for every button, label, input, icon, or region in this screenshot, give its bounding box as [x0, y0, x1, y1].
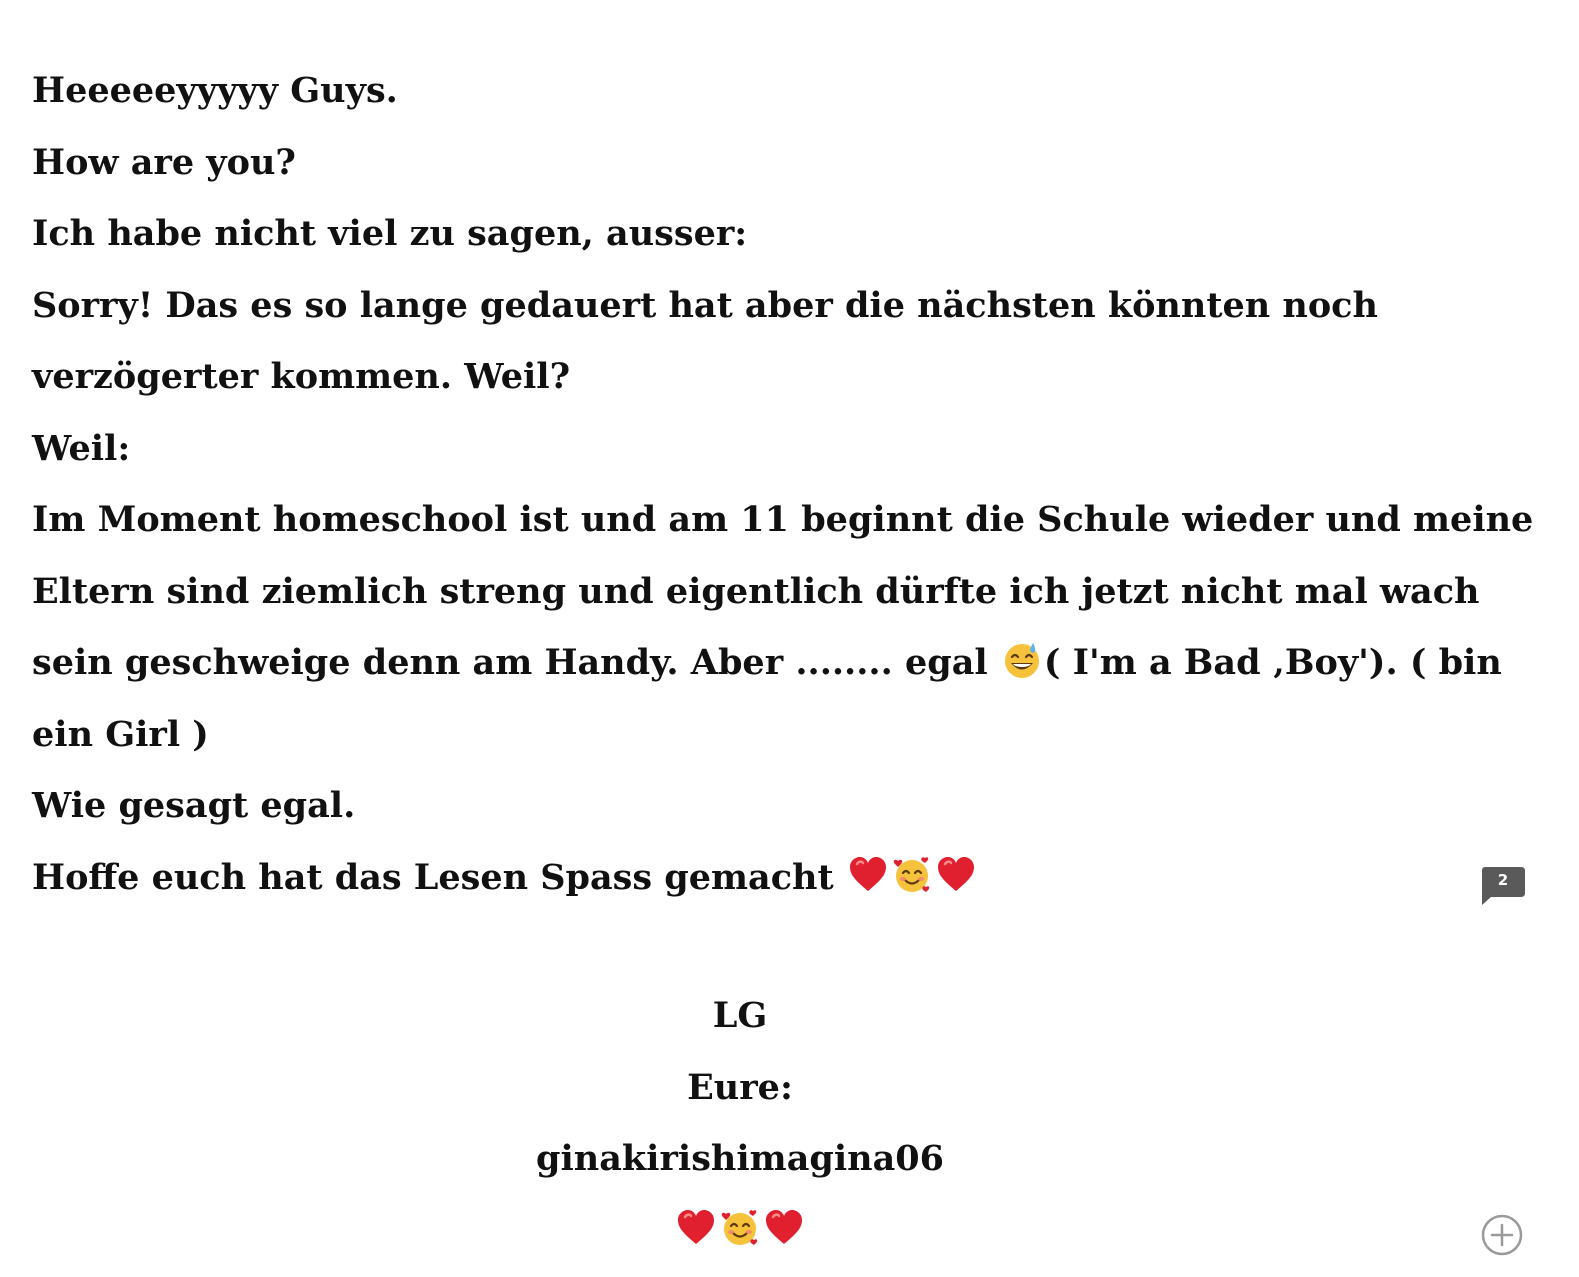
paragraph-reason-2: Eltern sind ziemlich streng und eigentlich dürfte ich jetzt nicht mal wach [32, 570, 1480, 612]
signature-from: Eure: [687, 1066, 793, 1108]
grinning-sweat-emoji [1002, 640, 1042, 680]
paragraph-reason-4: ein Girl ) [32, 713, 209, 755]
plus-circle-icon [1481, 1214, 1523, 1256]
paragraph-reason-1: Im Moment homeschool ist und am 11 beginnt die Schule wieder und meine [32, 499, 1534, 540]
paragraph-apology-2: verzögerter kommen. Weil? [32, 356, 571, 397]
paragraph-question: How are you? [32, 141, 296, 183]
signature-emojis [0, 1195, 1480, 1267]
paragraph-closing-text: Hoffe euch hat das Lesen Spass gemacht [32, 856, 834, 898]
paragraph-apology-1: Sorry! Das es so lange gedauert hat aber die nächsten könnten noch [32, 284, 1378, 326]
add-comment-button[interactable] [1481, 1214, 1523, 1256]
smiling-face-with-hearts-emoji [720, 1208, 760, 1248]
smiling-face-with-hearts-emoji [892, 855, 932, 895]
signature-block [0, 980, 1480, 1266]
signature-greeting: LG [712, 995, 768, 1036]
paragraph-greeting: Heeeeeyyyyy Guys. [32, 70, 398, 111]
paragraph-egal: Wie gesagt egal. [32, 785, 356, 826]
red-heart-emoji [936, 855, 976, 895]
paragraph-reason-3 [32, 627, 1502, 699]
signature-author: ginakirishimagina06 [536, 1138, 944, 1179]
paragraph-intro: Ich habe nicht viel zu sagen, ausser: [32, 213, 748, 254]
paragraph-weil: Weil: [32, 427, 131, 469]
comment-count: 2 [1497, 871, 1509, 889]
red-heart-emoji [848, 855, 888, 895]
message-body [32, 55, 1534, 913]
inline-comment-button[interactable] [1481, 867, 1525, 905]
red-heart-emoji [764, 1208, 804, 1248]
paragraph-closing [32, 842, 1452, 914]
paragraph-reason-3-text-a: sein geschweige denn am Handy. Aber ........ egal [32, 642, 988, 683]
red-heart-emoji [676, 1208, 716, 1248]
paragraph-reason-3-text-b: ( I'm a Bad ‚Boy'). ( bin [1043, 642, 1502, 683]
